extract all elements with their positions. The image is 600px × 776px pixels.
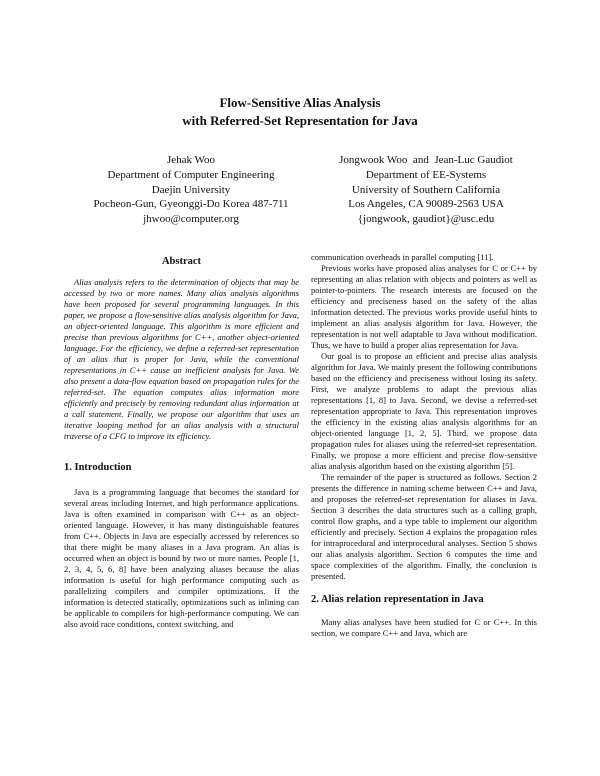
abstract-text: Alias analysis refers to the determination of objects that may be accessed by two or more names. Many alias analysis algorithms have been proposed for several programming languages. In this paper, we propose a flow-sensitive alias analysis algorithm for Java, an object-oriented language. This algorithm is more efficient and precise than previous algorithms for C++, another object-oriented language. For the efficiency, we define a referred-set representation of an alias that is proper for Java, while the conventional representations in C++ cause an inefficient analysis for Java. We also present a data-flow equation based on propagation rules for the referred-set. The equation computes alias information more efficiently and precisely by removing redundant alias information at a call statement. Finally, we propose our algorithm that uses an iterative looping method for an alias analysis with a structural traverse of a CFG to improve its efficiency. [64, 277, 299, 441]
paragraph: Our goal is to propose an efficient and precise alias analysis algorithm for Java. We mainly present the following contributions based on the efficiency and preciseness without losing its safety. First, we analyze problems to adapt the previous alias representations [1, 8] to Java. Second, we devise a referred-set representation appropriate to Java. This representation improves the efficiency in the existing alias analysis algorithms for an object-oriented language [1, 2, 5]. Third, we propose data propagation rules for aliases using the referred-set representation. Finally, we propose a more efficient and precise flow-sensitive alias analysis algorithm based on the existing algorithm [5]. [311, 351, 537, 471]
paragraph: Many alias analyses have been studied for C or C++. In this section, we compare C++ and Java, which are [311, 617, 537, 638]
section-heading-alias-representation: 2. Alias relation representation in Java [311, 594, 484, 605]
section-heading-introduction: 1. Introduction [64, 462, 132, 473]
paragraph: communication overheads in parallel computing [11]. [311, 252, 494, 262]
author-university: University of Southern California [351, 183, 501, 196]
author-address: Los Angeles, CA 90089-2563 USA [348, 198, 504, 211]
author-department: Department of EE-Systems [365, 168, 487, 181]
left-column [64, 256, 299, 630]
author-university: Daejin University [151, 183, 231, 196]
title-line-2: with Referred-Set Representation for Java [182, 113, 418, 128]
author-address: Pocheon-Gun, Gyeonggi-Do Korea 487-711 [93, 198, 289, 211]
paragraph: Previous works have proposed alias analyses for C or C++ by representing an alias relation with objects and pointers as well as pointer-to-pointers. The research interests are focused on the efficiency and preciseness based on the safety of the alias information detected. The previous works provide useful hints to implement an alias analysis algorithm for Java. However, the representation is not well adaptable to Java without modification. Thus, we have to build a proper alias representation for Java. [311, 263, 537, 350]
author-email: {jongwook, gaudiot}@usc.edu [357, 213, 495, 226]
author-department: Department of Computer Engineering [107, 168, 275, 181]
author-block-right [316, 153, 536, 227]
author-block-left [78, 153, 304, 227]
author-name: Jehak Woo [166, 154, 216, 166]
right-column [311, 252, 537, 639]
paragraph: The remainder of the paper is structured as follows. Section 2 presents the difference in naming scheme between C++ and Java, and proposes the referred-set representation for aliases in Java. Section 3 describes the data structures such as a calling graph, control flow graphs, and a type table to implement our algorithm efficiently and precisely. Section 4 explains the propagation rules for intraprocedural and interprocedural analyses. Section 5 shows our alias analysis algorithm. Section 6 computes the time and space complexities of the algorithm. Finally, the conclusion is presented. [311, 472, 537, 581]
paragraph: Java is a programming language that becomes the standard for several areas including Internet, and high performance applications. Java is often examined in comparison with C++ as an object-oriented language. However, it has many distinguishable features from C++. Objects in Java are especially accessed by references so that there might be many aliases in a Java program. An alias is occurred when an object is bound by two or more names. People [1, 2, 3, 4, 5, 6, 8] have been analyzing aliases because the alias information is useful for high performance computing such as parallelizing compilers and compiler optimizations. If the information is detected statically, optimizations such as inlining can be applicable to compilers for high-performance computing. We can also avoid race conditions, context switching, and [64, 487, 299, 629]
paper-title [0, 94, 600, 130]
abstract-heading: Abstract [161, 256, 202, 267]
author-names: Jongwook Woo and Jean-Luc Gaudiot [339, 154, 513, 166]
author-email: jhwoo@computer.org [143, 213, 239, 226]
title-line-1: Flow-Sensitive Alias Analysis [219, 95, 381, 110]
